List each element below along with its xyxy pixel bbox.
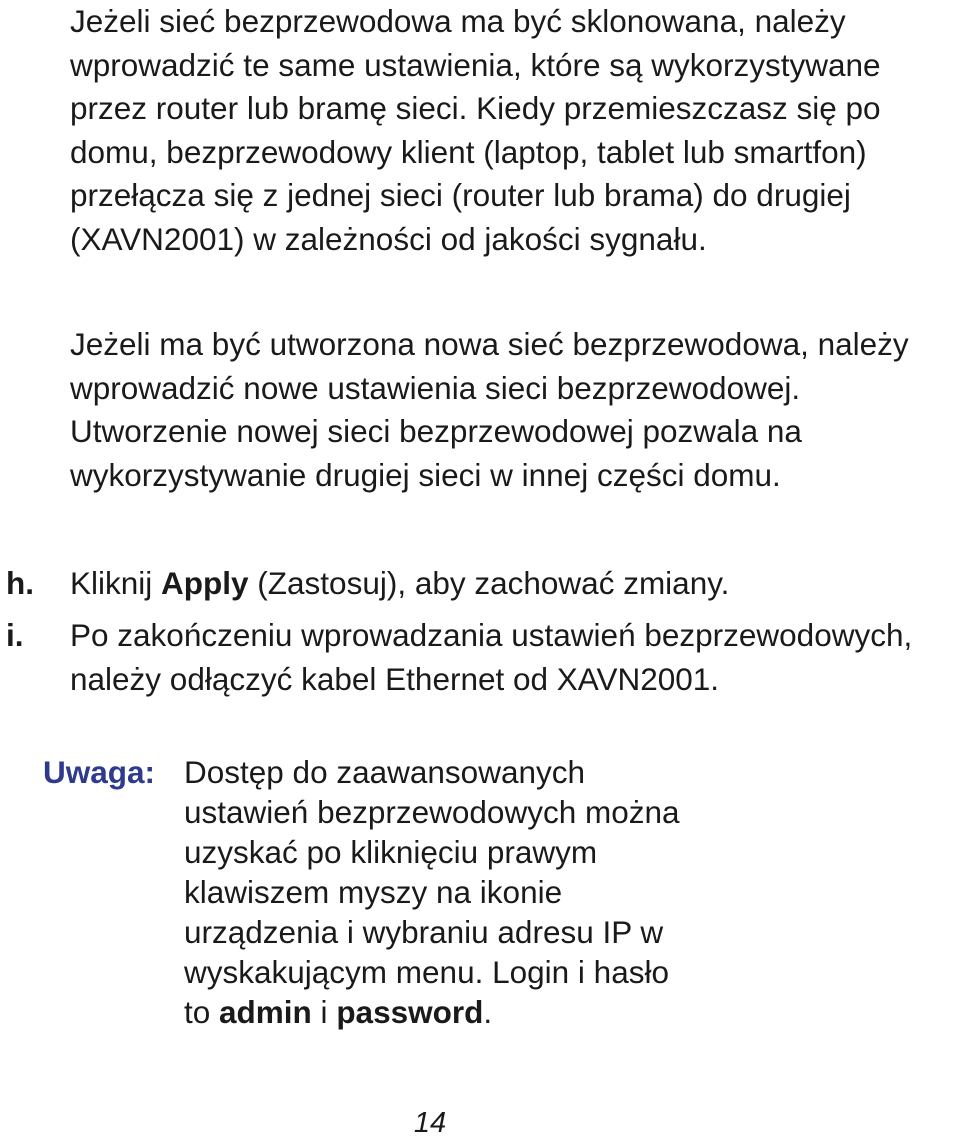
note-line: Dostęp do zaawansowanych <box>184 754 585 790</box>
step-i-text: Po zakończeniu wprowadzania ustawień bezprzewodowych, należy odłączyć kabel Ethernet od XAVN2001. <box>70 617 913 697</box>
step-i-letter: i. <box>6 617 24 653</box>
note-line: wyskakującym menu. Login i hasło <box>184 954 669 990</box>
note-line-credentials <box>184 992 784 1032</box>
paragraph-new-network: Jeżeli ma być utworzona nowa sieć bezprzewodowa, należy wprowadzić nowe ustawienia sieci bezprzewodowej. Utworzenie nowej sieci bezprzewodowej pozwala na wykorzystywanie drugiej sieci w innej części domu. <box>70 326 909 493</box>
note-line: klawiszem myszy na ikonie <box>184 874 563 910</box>
step-h-letter: h. <box>6 565 34 601</box>
credentials-suffix: . <box>483 994 493 1030</box>
apply-term: Apply <box>161 565 249 601</box>
step-h-after: (Zastosuj), aby zachować zmiany. <box>248 565 730 601</box>
note-line: urządzenia i wybraniu adresu IP w <box>184 914 664 950</box>
note-line: uzyskać po kliknięciu prawym <box>184 834 598 870</box>
step-h-before: Kliknij <box>70 565 162 601</box>
credentials-prefix: to <box>184 994 220 1030</box>
page-number: 14 <box>413 1107 447 1139</box>
note-label: Uwaga: <box>43 754 156 790</box>
step-h-text <box>70 562 958 606</box>
note-body <box>184 752 784 1032</box>
note-line: ustawień bezprzewodowych można <box>184 794 680 830</box>
login-value: admin <box>219 994 312 1030</box>
paragraph-clone-network: Jeżeli sieć bezprzewodowa ma być sklonowana, należy wprowadzić te same ustawienia, które są wykorzystywane przez router lub bramę sieci. Kiedy przemieszczasz się po domu, bezprzewodowy klient (laptop, tablet lub smartfon) przełącza się z jednej sieci (router lub brama) do drugiej (XAVN2001) w zależności od jakości sygnału. <box>70 3 881 257</box>
password-value: password <box>336 994 484 1030</box>
credentials-middle: i <box>311 994 337 1030</box>
